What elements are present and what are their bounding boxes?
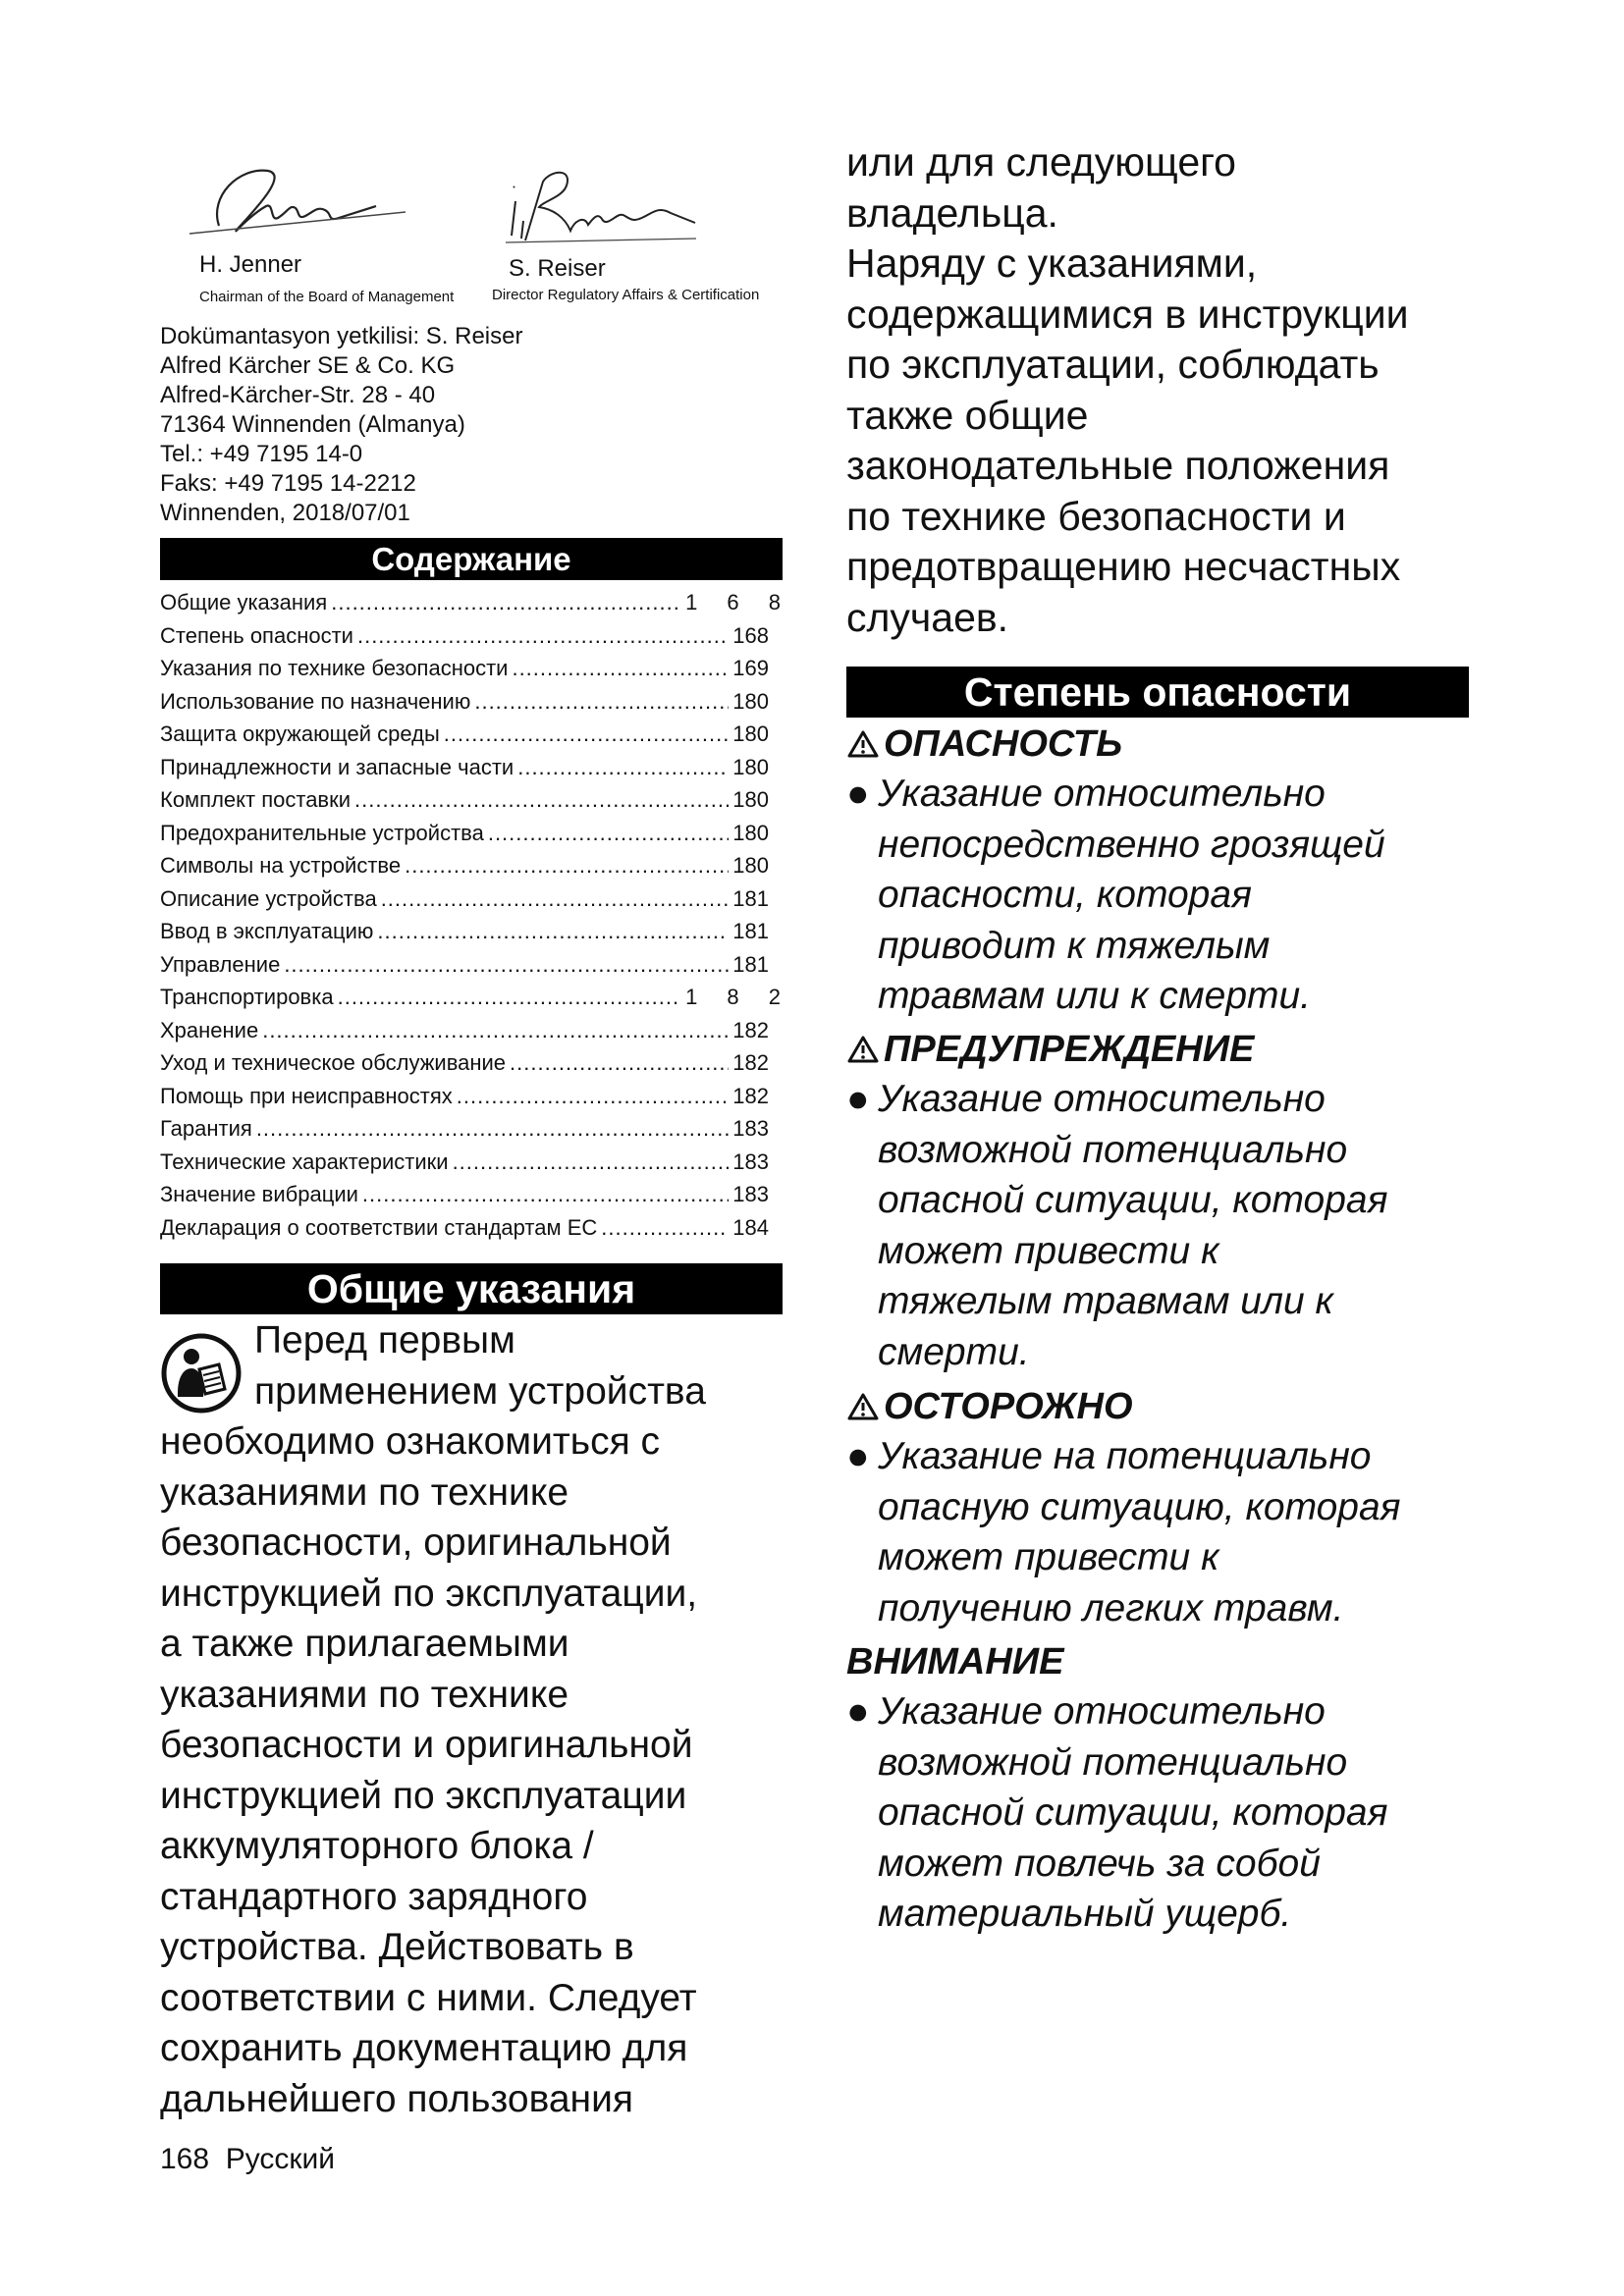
hazard-text-line: Указание относительно	[878, 1690, 1326, 1733]
hazard-text-line: непосредственно грозящей	[878, 823, 1385, 866]
hazard-text-line: тяжелым травмам или к	[878, 1280, 1333, 1322]
toc-entry[interactable]	[160, 952, 769, 986]
toc-page: 181	[732, 885, 769, 911]
toc-leader	[488, 821, 729, 846]
address-line: Alfred-Kärcher-Str. 28 - 40	[160, 382, 436, 408]
toc-leader	[256, 1116, 729, 1142]
bullet-icon: ●	[846, 1078, 870, 1120]
text-line: дальнейшего пользования	[160, 2077, 633, 2120]
warning-triangle-icon	[846, 1035, 880, 1064]
general-notes-continued	[846, 137, 1475, 643]
text-line: по технике безопасности и	[846, 493, 1346, 539]
text-line: инструкцией по эксплуатации,	[160, 1572, 698, 1615]
toc-page: 182	[732, 1050, 769, 1075]
toc-label: Технические характеристики	[160, 1148, 449, 1174]
toc-page: 180	[732, 820, 769, 845]
text-line: Перед первым	[254, 1319, 515, 1362]
toc-leader	[453, 1149, 730, 1175]
text-line: устройства. Действовать в	[160, 1926, 634, 1968]
toc-page: 1 8 2	[685, 985, 792, 1009]
hazard-text-line: может привести к	[878, 1229, 1219, 1272]
signer-role: Director Regulatory Affairs & Certification	[492, 287, 760, 303]
text-line: Наряду с указаниями,	[846, 240, 1258, 286]
toc-label: Защита окружающей среды	[160, 721, 440, 746]
toc-leader	[331, 590, 681, 615]
text-line: безопасности и оригинальной	[160, 1724, 693, 1766]
text-line: стандартного зарядного	[160, 1875, 588, 1918]
page-number: 168	[160, 2143, 210, 2175]
risk-levels-heading: Степень опасности	[846, 667, 1469, 718]
toc-leader	[377, 919, 729, 944]
toc-page: 181	[732, 951, 769, 977]
signer-name: S. Reiser	[509, 255, 606, 282]
text-line: или для следующего	[846, 139, 1236, 185]
bullet-icon: ●	[846, 1435, 870, 1477]
jenner-signature	[180, 157, 406, 255]
hazard-danger	[846, 720, 1494, 1022]
toc-label: Декларация о соответствии стандартам ЕС	[160, 1214, 598, 1240]
text-line: применением устройства	[254, 1369, 706, 1413]
toc-entry[interactable]	[160, 1215, 769, 1249]
hazard-text-line: материальный ущерб.	[878, 1893, 1292, 1935]
toc-page: 180	[732, 787, 769, 812]
text-line: владельца.	[846, 189, 1058, 236]
address-line: 71364 Winnenden (Almanya)	[160, 411, 465, 438]
reiser-signature	[504, 162, 700, 250]
text-line: указаниями по технике	[160, 1673, 569, 1716]
text-line: необходимо ознакомиться с	[160, 1420, 661, 1463]
hazard-text-line: опасности, которая	[878, 874, 1252, 916]
toc-entry[interactable]	[160, 656, 769, 689]
hazard-label: ОСТОРОЖНО	[884, 1385, 1133, 1427]
toc-label: Использование по назначению	[160, 688, 471, 714]
text-line: законодательные положения	[846, 443, 1390, 488]
hazard-text-line: травмам или к смерти.	[878, 975, 1312, 1017]
bullet-icon: ●	[846, 773, 870, 815]
hazard-text-line: получению легких травм.	[878, 1586, 1344, 1629]
hazard-text-line: возможной потенциально	[878, 1128, 1348, 1171]
signer-role: Chairman of the Board of Management	[199, 289, 455, 305]
text-line: безопасности, оригинальной	[160, 1522, 672, 1564]
toc-page: 183	[732, 1182, 769, 1206]
toc-label: Символы на устройстве	[160, 853, 402, 878]
hazard-text-line: может повлечь за собой	[878, 1842, 1321, 1885]
toc-label: Помощь при неисправностях	[160, 1083, 453, 1108]
toc-leader	[284, 952, 729, 978]
toc-label: Значение вибрации	[160, 1182, 358, 1206]
page-footer	[160, 2143, 335, 2176]
toc-page: 182	[732, 1083, 769, 1108]
toc-page: 169	[732, 656, 769, 680]
toc-label: Гарантия	[160, 1116, 252, 1141]
bullet-icon: ●	[846, 1690, 870, 1733]
toc-entry[interactable]	[160, 1182, 769, 1215]
toc-label: Принадлежности и запасные части	[160, 754, 514, 779]
toc-list	[160, 590, 792, 1248]
toc-label: Хранение	[160, 1017, 259, 1042]
toc-leader	[457, 1084, 730, 1109]
hazard-text-line: опасной ситуации, которая	[878, 1179, 1388, 1221]
hazard-text-line: возможной потенциально	[878, 1740, 1348, 1784]
toc-page: 181	[732, 919, 769, 943]
toc-entry[interactable]	[160, 1149, 769, 1183]
text-line: соответствии с ними. Следует	[160, 1976, 697, 2019]
toc-label: Транспортировка	[160, 985, 334, 1009]
toc-label: Степень опасности	[160, 622, 353, 648]
toc-heading: Содержание	[160, 538, 783, 580]
hazard-text-line: Указание относительно	[878, 1078, 1326, 1120]
toc-leader	[405, 853, 729, 879]
address-line: Dokümantasyon yetkilisi: S. Reiser	[160, 323, 523, 349]
address-line: Winnenden, 2018/07/01	[160, 500, 410, 526]
toc-label: Общие указания	[160, 590, 328, 614]
toc-leader	[474, 689, 729, 715]
hazard-text-line: может привести к	[878, 1536, 1219, 1578]
hazard-attention	[846, 1637, 1494, 1940]
hazard-text-line: приводит к тяжелым	[878, 924, 1271, 967]
toc-entry[interactable]	[160, 1084, 769, 1117]
toc-label: Предохранительные устройства	[160, 820, 484, 845]
hazard-text-line: смерти.	[878, 1330, 1030, 1373]
toc-page: 183	[732, 1116, 769, 1141]
toc-entry[interactable]	[160, 787, 769, 821]
text-line: случаев.	[846, 594, 1009, 640]
text-line: содержащимися в инструкции	[846, 291, 1409, 337]
toc-entry[interactable]	[160, 853, 769, 886]
text-line: аккумуляторного блока /	[160, 1825, 594, 1867]
text-line: инструкцией по эксплуатации	[160, 1774, 687, 1817]
toc-entry[interactable]	[160, 1018, 769, 1051]
toc-page: 180	[732, 754, 769, 779]
toc-page: 180	[732, 688, 769, 714]
toc-entry[interactable]	[160, 985, 792, 1018]
toc-leader	[357, 623, 729, 649]
toc-page: 183	[732, 1148, 769, 1174]
toc-entry[interactable]	[160, 1050, 769, 1084]
toc-label: Управление	[160, 951, 281, 977]
toc-leader	[362, 1182, 729, 1207]
toc-page: 182	[732, 1017, 769, 1042]
address-line: Alfred Kärcher SE & Co. KG	[160, 352, 456, 379]
hazard-label: ВНИМАНИЕ	[846, 1640, 1064, 1682]
warning-triangle-icon	[846, 729, 880, 759]
address-line: Faks: +49 7195 14-2212	[160, 470, 416, 497]
text-line: сохранить документацию для	[160, 2027, 688, 2069]
toc-entry[interactable]	[160, 623, 769, 657]
text-line: предотвращению несчастных	[846, 544, 1401, 589]
address-block	[160, 322, 522, 528]
toc-leader	[517, 755, 729, 780]
toc-page: 180	[732, 853, 769, 878]
footer-language: Русский	[225, 2143, 336, 2175]
toc-leader	[512, 656, 729, 681]
toc-leader	[444, 721, 730, 747]
toc-label: Указания по технике безопасности	[160, 656, 509, 680]
toc-entry[interactable]	[160, 755, 769, 788]
toc-label: Описание устройства	[160, 885, 377, 911]
toc-entry[interactable]	[160, 821, 769, 854]
toc-leader	[601, 1215, 729, 1241]
toc-leader	[354, 787, 729, 813]
hazard-caution	[846, 1382, 1494, 1633]
hazard-text-line: опасной ситуации, которая	[878, 1791, 1388, 1834]
toc-leader	[338, 985, 681, 1010]
hazard-text-line: опасную ситуацию, которая	[878, 1485, 1401, 1528]
hazard-warning	[846, 1025, 1494, 1377]
toc-entry[interactable]	[160, 689, 769, 722]
toc-leader	[381, 886, 730, 912]
hazard-label: ОПАСНОСТЬ	[884, 722, 1122, 765]
warning-triangle-icon	[846, 1392, 880, 1421]
toc-page: 168	[732, 622, 769, 648]
signature-block	[160, 157, 788, 314]
toc-label: Комплект поставки	[160, 787, 352, 812]
toc-leader	[262, 1018, 729, 1043]
toc-entry[interactable]	[160, 919, 769, 952]
toc-page: 1 6 8	[685, 590, 792, 614]
text-line: указаниями по технике	[160, 1470, 569, 1514]
general-notes-text	[160, 1315, 788, 2124]
toc-entry[interactable]	[160, 886, 769, 920]
hazard-label: ПРЕДУПРЕЖДЕНИЕ	[884, 1028, 1255, 1070]
text-line: по эксплуатации, соблюдать	[846, 342, 1380, 387]
signer-name: H. Jenner	[199, 251, 302, 278]
toc-entry[interactable]	[160, 1116, 769, 1149]
general-notes-heading: Общие указания	[160, 1263, 783, 1314]
toc-page: 180	[732, 721, 769, 746]
address-line: Tel.: +49 7195 14-0	[160, 441, 363, 467]
toc-entry[interactable]	[160, 590, 792, 623]
toc-label: Ввод в эксплуатацию	[160, 919, 374, 943]
toc-leader	[510, 1050, 729, 1076]
toc-page: 184	[732, 1214, 769, 1240]
text-line: а также прилагаемыми	[160, 1623, 569, 1665]
hazard-text-line: Указание на потенциально	[878, 1435, 1372, 1477]
hazard-text-line: Указание относительно	[878, 773, 1326, 815]
toc-label: Уход и техническое обслуживание	[160, 1050, 507, 1075]
text-line: также общие	[846, 392, 1089, 438]
toc-entry[interactable]	[160, 721, 769, 755]
